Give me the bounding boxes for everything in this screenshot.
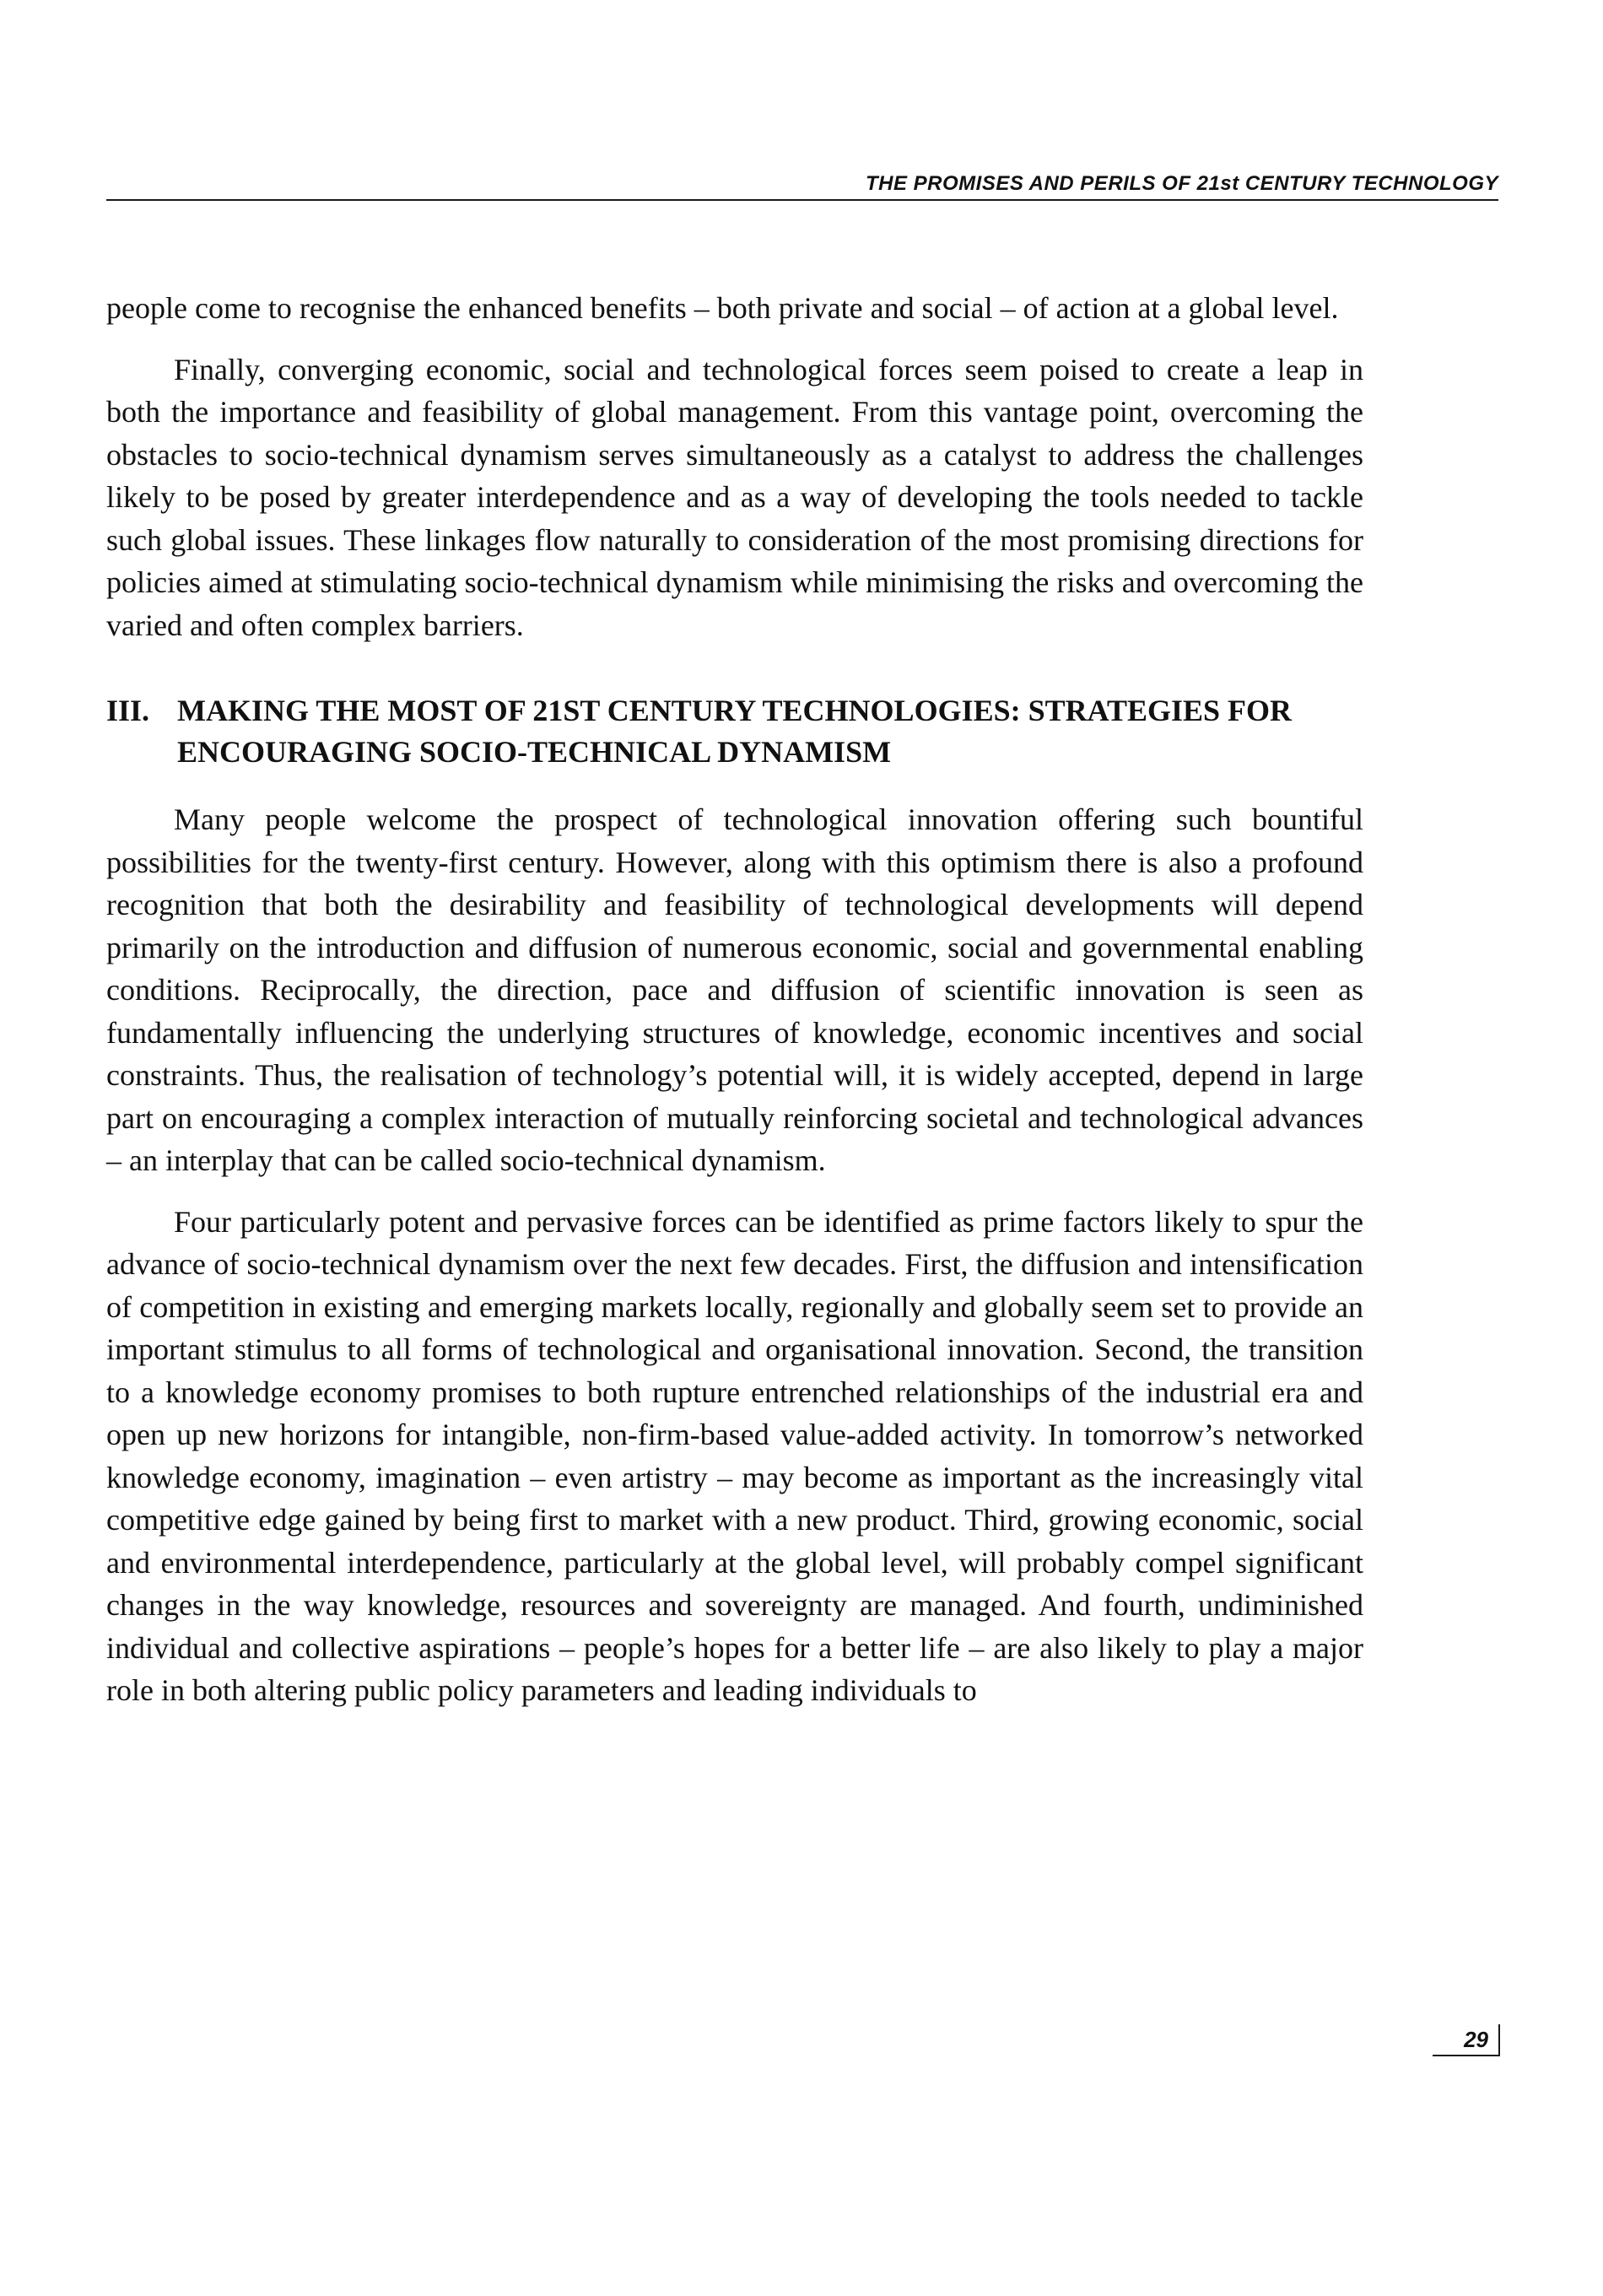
page-number-box [1433, 2024, 1500, 2056]
paragraph-finally: Finally, converging economic, social and technological forces seem poised to create a leap in both the importance and feasibility of global management. From this vantage point, overcoming the obstacles to socio-technical dynamism serves simultaneously as a catalyst to address the challenges likely to be posed by greater interdependence and as a way of developing the tools needed to tackle such global issues. These linkages flow naturally to consideration of the most promising directions for policies aimed at stimulating socio-technical dynamism while minimising the risks and overcoming the varied and often complex barriers. [106, 352, 1363, 642]
paragraph-four-forces: Four particularly potent and pervasive forces can be identified as prime factors likely to spur the advance of socio-technical dynamism over the next few decades. First, the diffusion and intensification of competition in existing and emerging markets locally, regionally and globally seem set to provide an important stimulus to all forms of technological and organisational innovation. Second, the transition to a knowledge economy promises to both rupture entrenched relationships of the industrial era and open up new horizons for intangible, non-firm-based value-added activity. In tomorrow’s networked knowledge economy, imagination – even artistry – may become as important as the increasingly vital competitive edge gained by being first to market with a new product. Third, growing economic, social and environmental interdependence, particularly at the global level, will probably compel significant changes in the way knowledge, resources and sovereignty are managed. And fourth, undiminished individual and collective aspirations – people’s hopes for a better life – are also likely to play a major role in both altering public policy parameters and leading individuals to [106, 1204, 1363, 1707]
running-header-title: THE PROMISES AND PERILS OF 21st CENTURY TECHNOLOGY [866, 172, 1498, 195]
paragraph-prospect: Many people welcome the prospect of technological innovation offering such bountiful possibilities for the twenty-first century. However, along with this optimism there is also a profound recognition that both the desirability and feasibility of technological developments will depend primarily on the introduction and diffusion of numerous economic, social and governmental enabling conditions. Reciprocally, the direction, pace and diffusion of scientific innovation is seen as fundamentally influencing the underlying structures of knowledge, economic incentives and social constraints. Thus, the realisation of technology’s potential will, it is widely accepted, depend in large part on encouraging a complex interaction of mutually reinforcing societal and technological advances – an interplay that can be called socio-technical dynamism. [106, 802, 1363, 1177]
page-number: 29 [1464, 2027, 1488, 2052]
paragraph-continuation: people come to recognise the enhanced benefits – both private and social – of action at a global level. [106, 291, 1339, 325]
section-number: III. [106, 694, 150, 727]
section-title: MAKING THE MOST OF 21ST CENTURY TECHNOLOGIES: STRATEGIES FOR ENCOURAGING SOCIO-TECHNICAL DYNAMISM [177, 694, 1293, 769]
section-heading [106, 690, 1363, 773]
running-header [106, 165, 1498, 201]
body-text [106, 287, 1363, 1731]
